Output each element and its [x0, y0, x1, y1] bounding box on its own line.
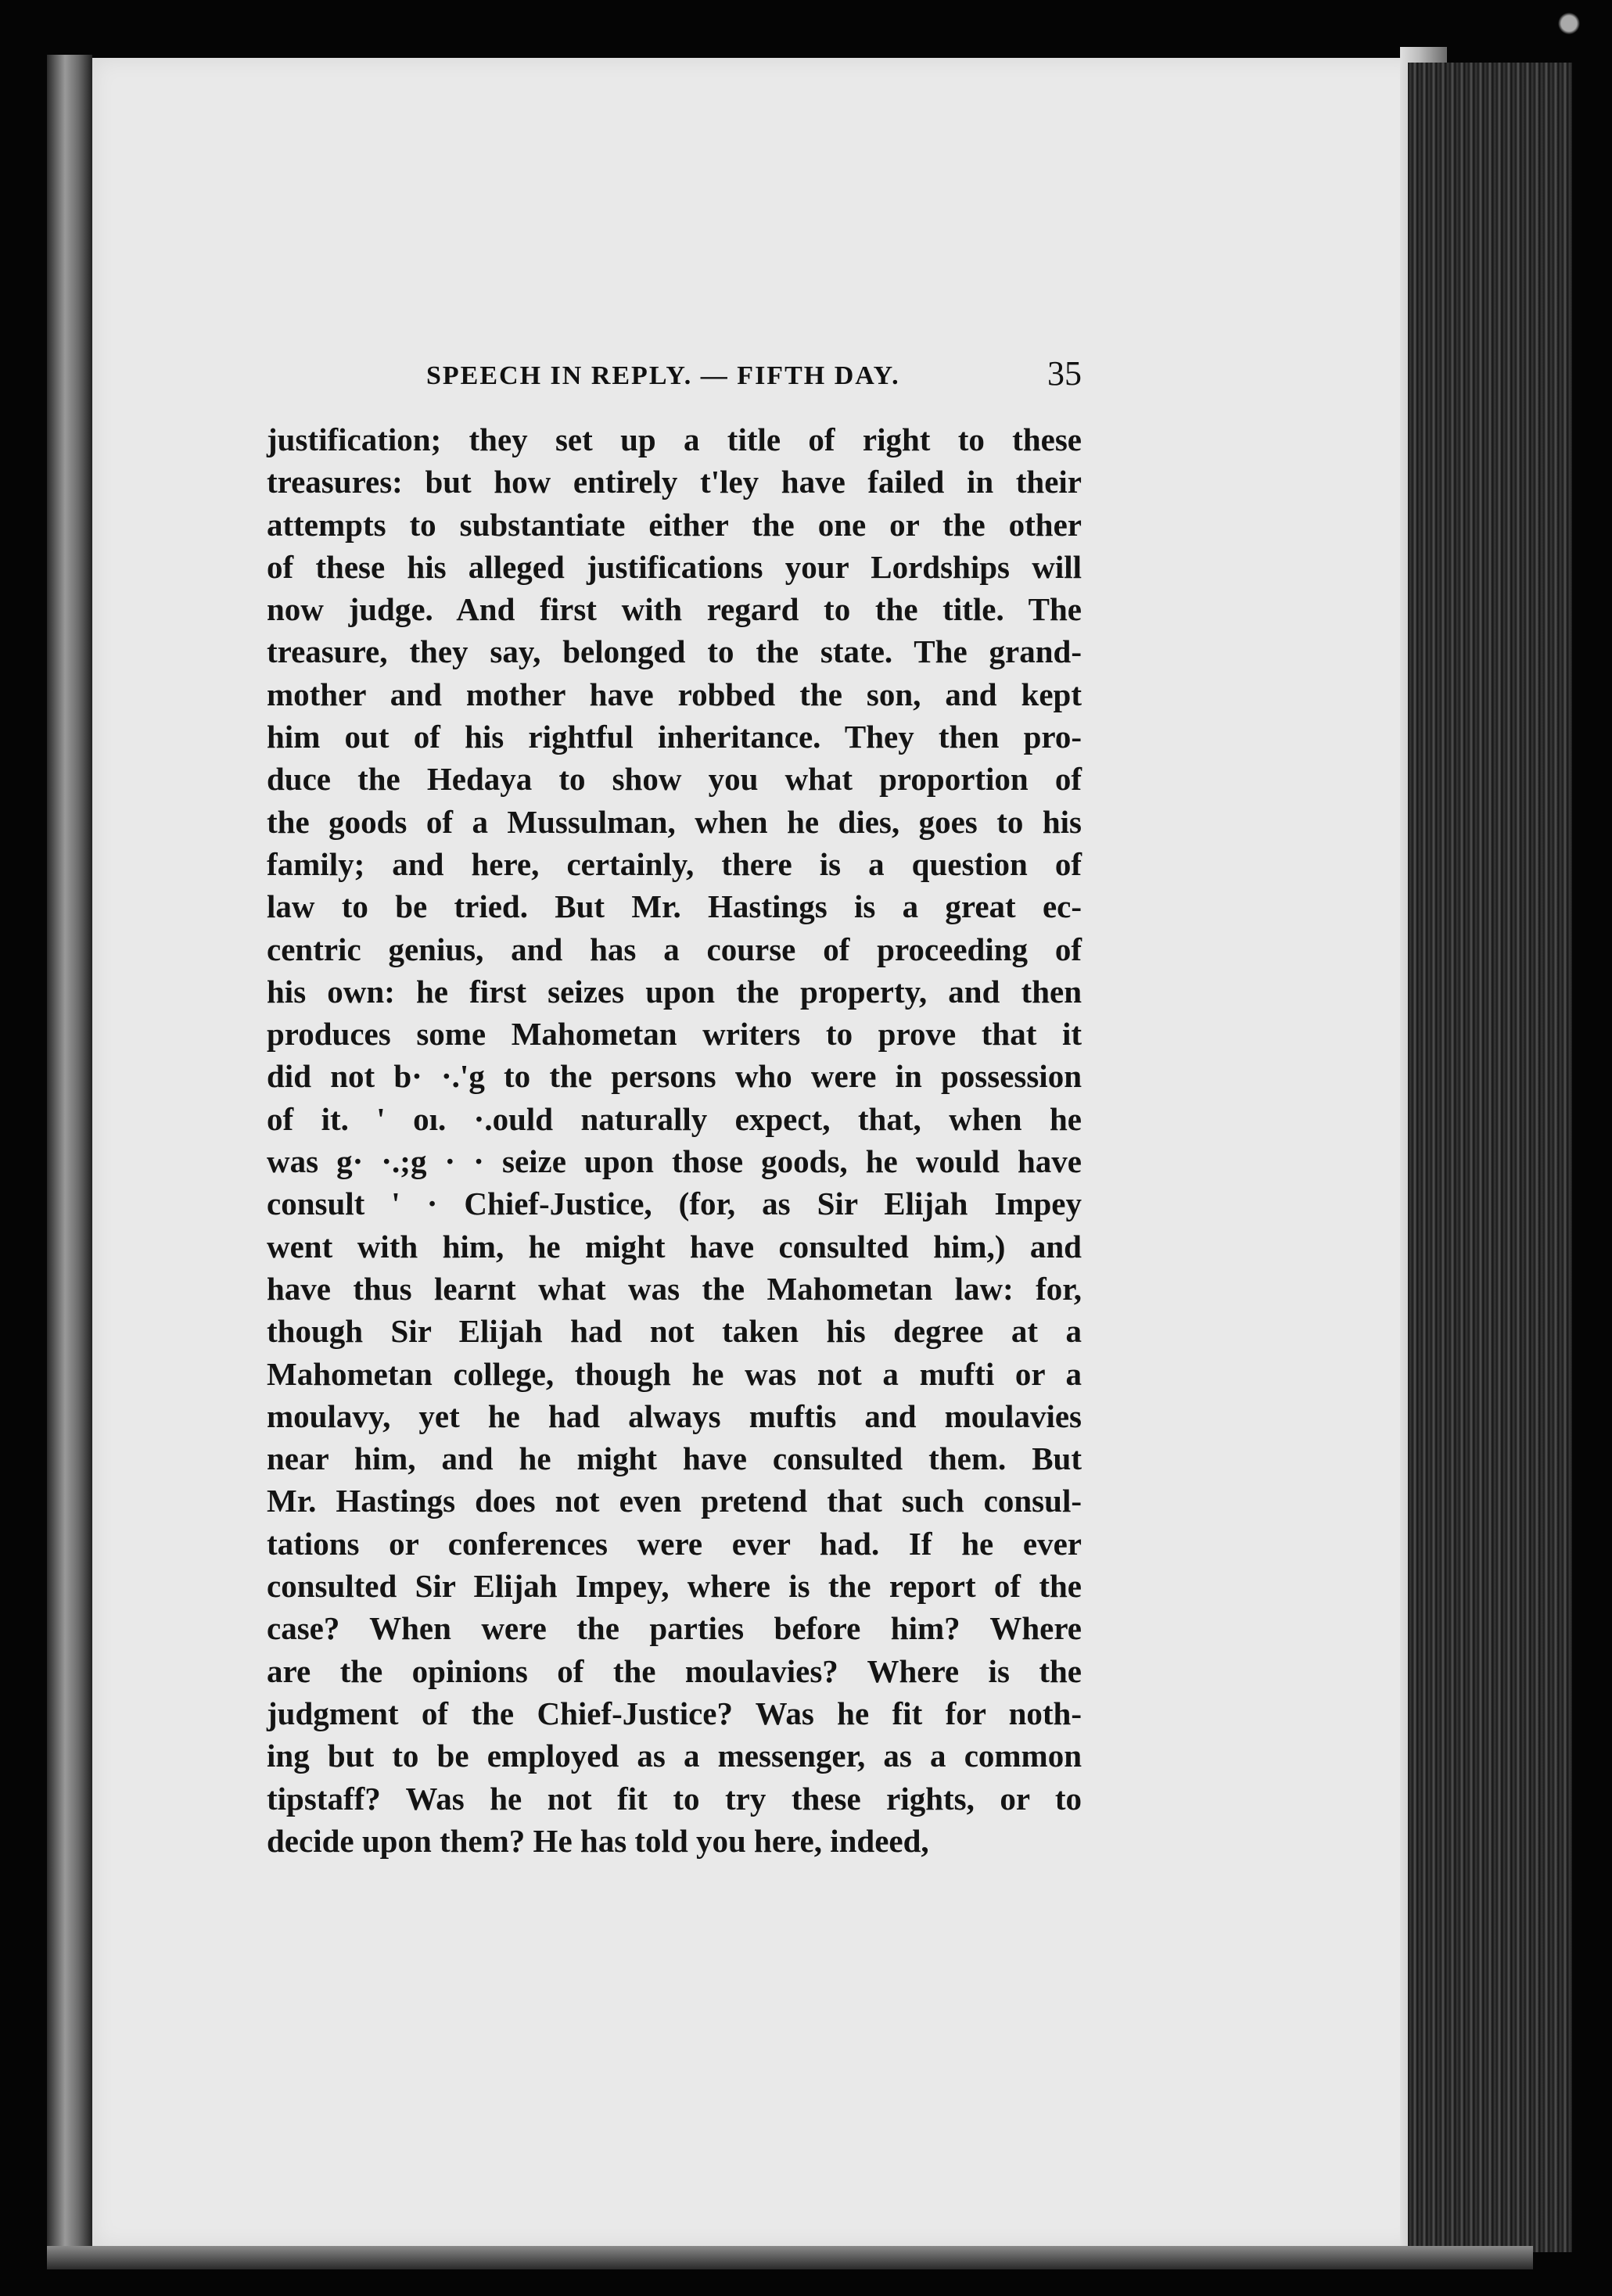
text-line: was g· ·.;g · · seize upon those goods, he would have	[267, 1143, 1082, 1180]
scan-corner-mark	[1517, 5, 1603, 52]
text-line: his own: he first seizes upon the property, and then	[267, 973, 1082, 1010]
text-line: law to be tried. But Mr. Hastings is a great ec-	[267, 888, 1082, 925]
page-number: 35	[1047, 354, 1082, 393]
text-line: mother and mother have robbed the son, and kept	[267, 676, 1082, 712]
text-line: judgment of the Chief-Justice? Was he fit for noth-	[267, 1695, 1082, 1731]
running-head: SPEECH IN REPLY. — FIFTH DAY.	[426, 361, 900, 390]
text-line: tations or conferences were ever had. If he ever	[267, 1525, 1082, 1562]
text-line: near him, and he might have consulted them. But	[267, 1440, 1082, 1477]
text-line: consult ' · Chief-Justice, (for, as Sir Elijah Impey	[267, 1186, 1082, 1222]
text-line: went with him, he might have consulted him,) and	[267, 1228, 1082, 1265]
text-line: of these his alleged justifications your Lordships will	[267, 548, 1082, 585]
text-line: centric genius, and has a course of proceeding of	[267, 931, 1082, 967]
text-line: justification; they set up a title of right to these	[267, 422, 1082, 457]
text-line: now judge. And first with regard to the title. The	[267, 591, 1082, 628]
text-line: him out of his rightful inheritance. They then pro-	[267, 719, 1082, 755]
text-line: attempts to substantiate either the one or the other	[267, 506, 1082, 543]
previous-page-edge	[47, 55, 92, 2252]
text-line: are the opinions of the moulavies? Where is the	[267, 1652, 1082, 1689]
text-line: duce the Hedaya to show you what proportion of	[267, 761, 1082, 798]
text-line: moulavy, yet he had always muftis and moulavies	[267, 1397, 1082, 1434]
text-line: have thus learnt what was the Mahometan law: for,	[267, 1270, 1082, 1307]
text-line: ing but to be employed as a messenger, as a common	[267, 1738, 1082, 1774]
text-line: tipstaff? Was he not fit to try these rights, or to	[267, 1780, 1082, 1817]
text-line: produces some Mahometan writers to prove that it	[267, 1016, 1082, 1053]
text-line: treasures: but how entirely t'ley have failed in their	[267, 464, 1082, 500]
text-line: did not b· ·.'g to the persons who were in possession	[267, 1058, 1082, 1095]
text-line: family; and here, certainly, there is a question of	[267, 845, 1082, 882]
text-line: Mahometan college, though he was not a mufti or a	[267, 1355, 1082, 1392]
text-line: the goods of a Mussulman, when he dies, goes to his	[267, 803, 1082, 840]
text-line: treasure, they say, belonged to the state. The grand-	[267, 633, 1082, 670]
text-line: Mr. Hastings does not even pretend that such consul-	[267, 1483, 1082, 1519]
text-line: of it. ' oı. ·.ould naturally expect, that, when he	[267, 1100, 1082, 1137]
body-text	[267, 418, 1082, 1862]
text-line: though Sir Elijah had not taken his degree at a	[267, 1313, 1082, 1350]
book-fore-edge	[1408, 63, 1572, 2252]
page-bottom-edge	[47, 2246, 1533, 2269]
text-line: decide upon them? He has told you here, indeed,	[267, 1822, 929, 1859]
text-line: consulted Sir Elijah Impey, where is the report of the	[267, 1568, 1082, 1605]
text-line: case? When were the parties before him? Where	[267, 1610, 1082, 1647]
